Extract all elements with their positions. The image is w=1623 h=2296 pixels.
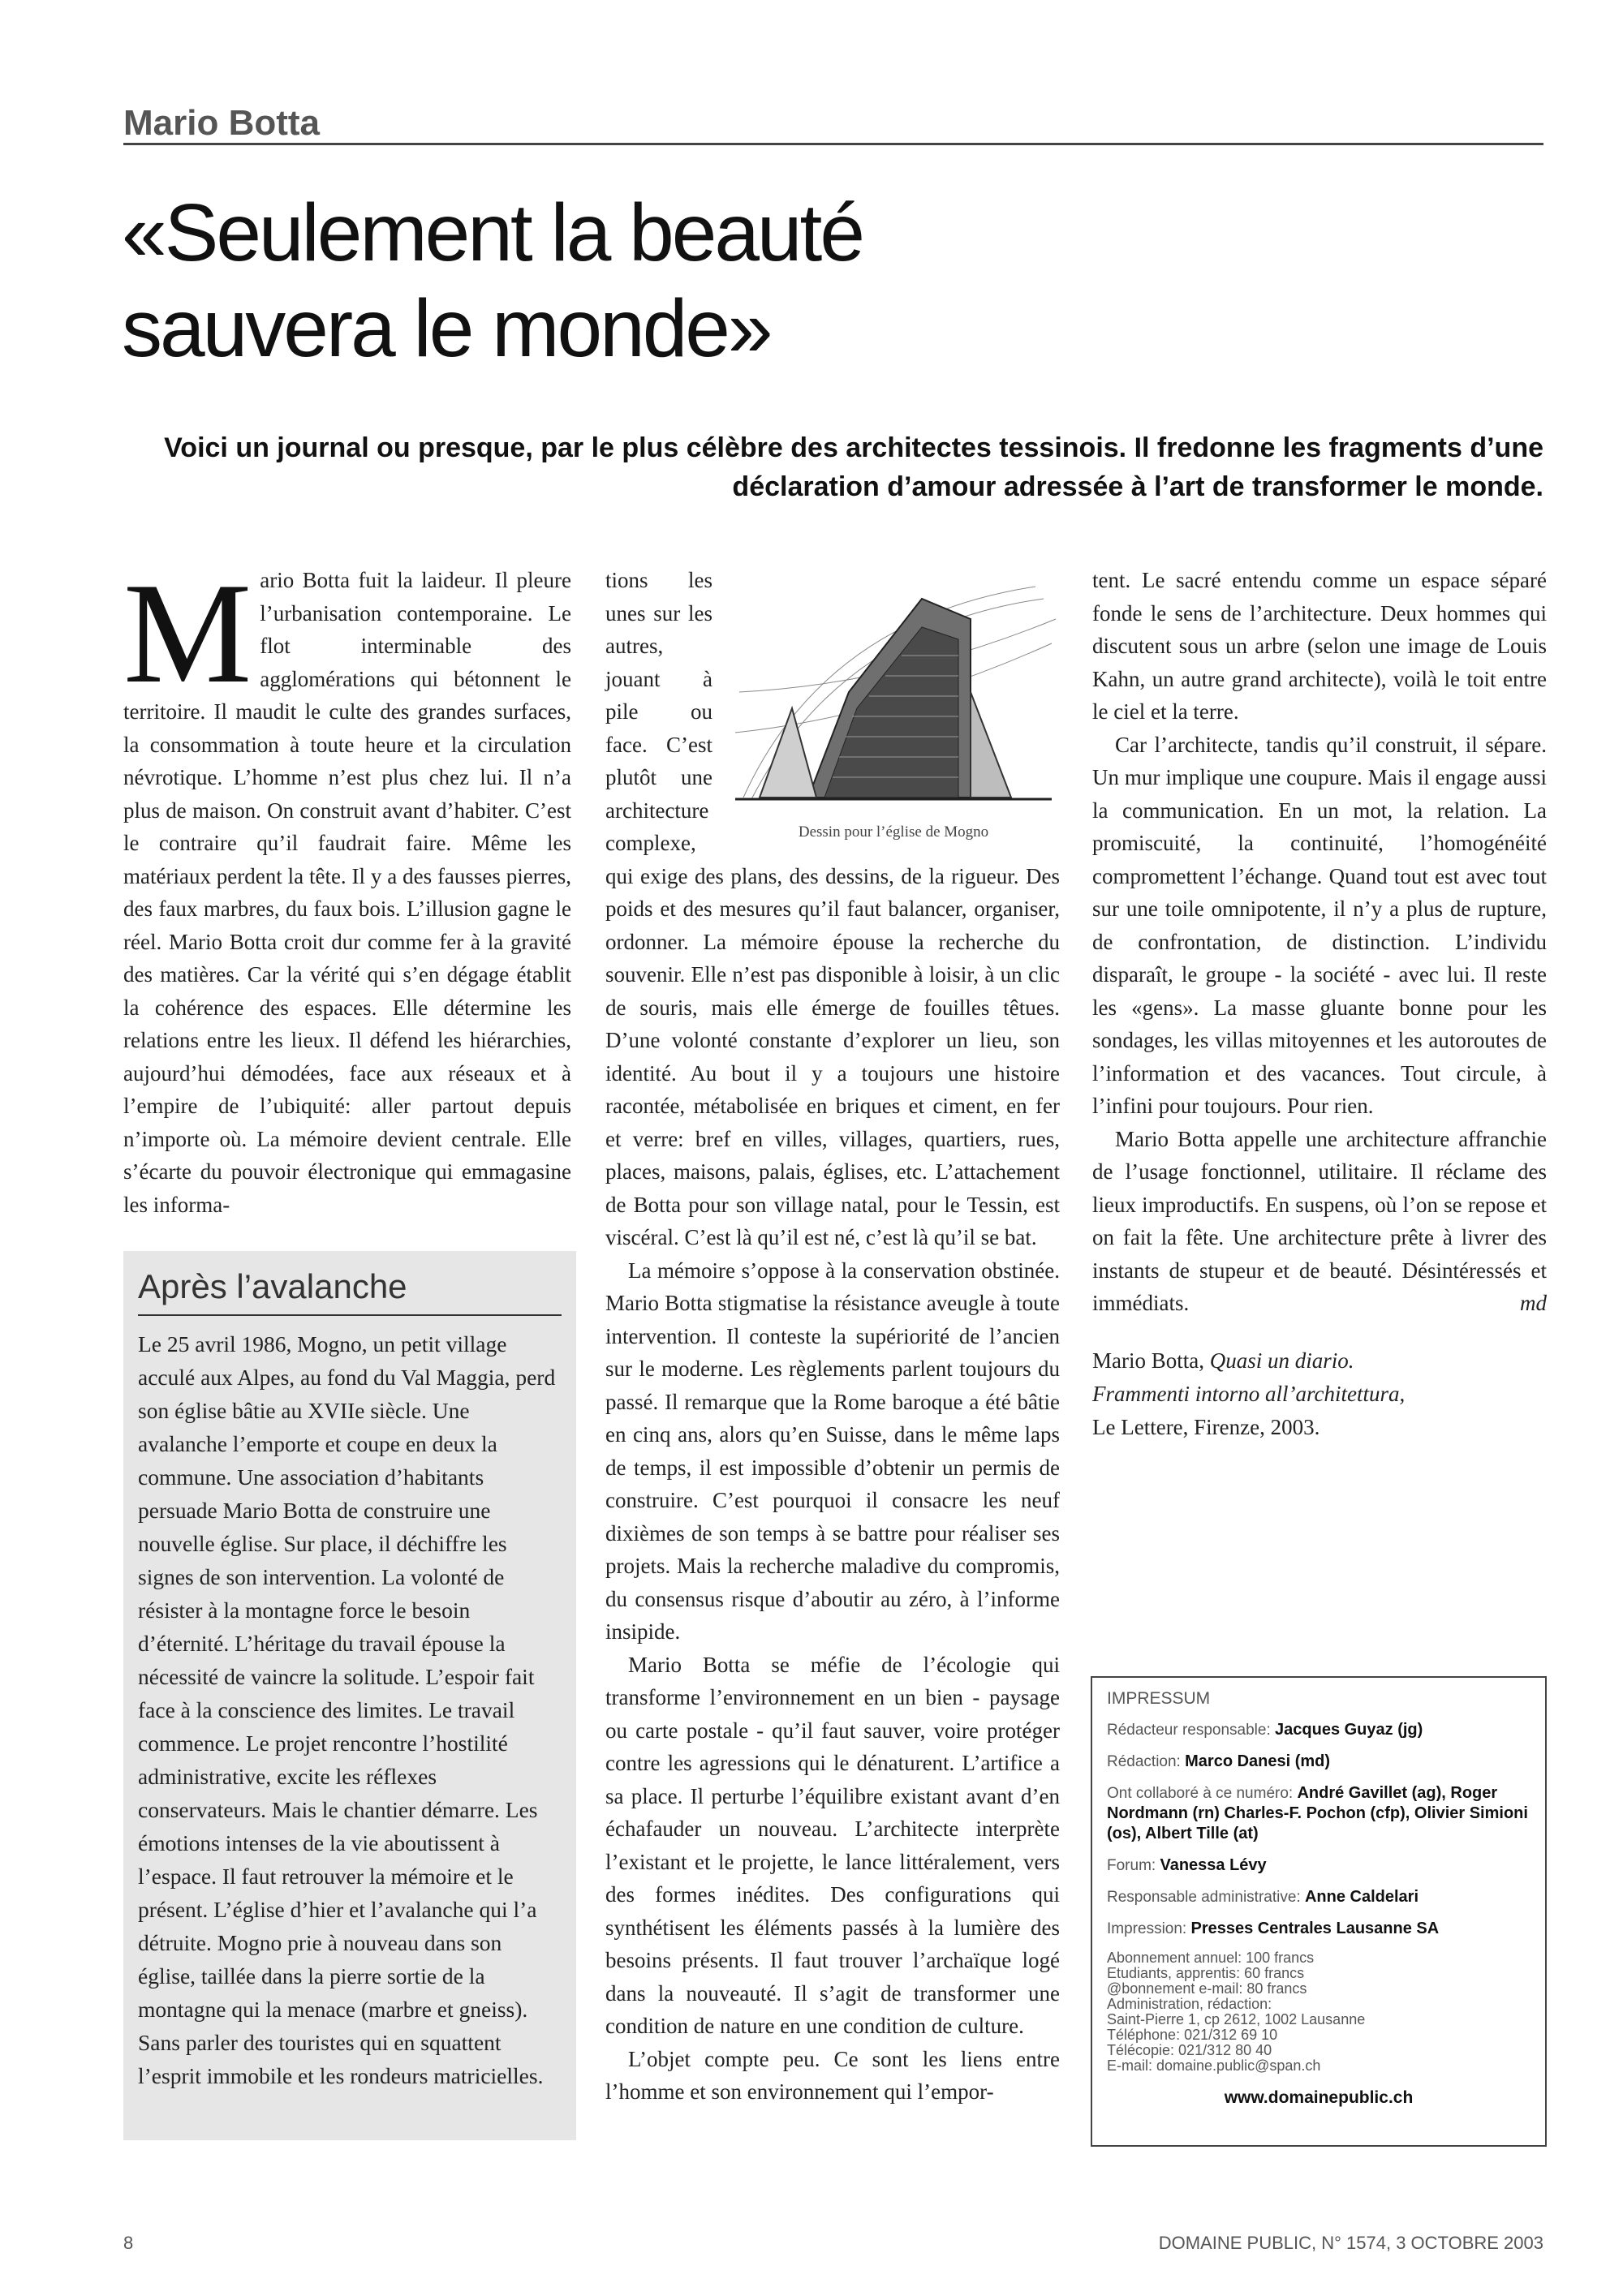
article-paragraph-text: Mario Botta appelle une architecture affranchie de l’usage fonctionnel, utilitaire. Il réclame des lieux improductifs. En suspens, où l’on se repose et on fait la fête. Une architecture prête à livrer des instants de stupeur et de beauté. Désintéressés et immédiats.	[1092, 1126, 1547, 1315]
impressum-collaborators	[1107, 1783, 1530, 1844]
impressum-value: Anne Caldelari	[1304, 1888, 1419, 1906]
article-paragraph: La mémoire s’oppose à la conservation obstinée. Mario Botta stigmatise la résistance aveugle à toute intervention. Il conteste la supériorité de l’ancien sur le moderne. Les règlements parlent toujours du passé. Il remarque que la Rome baroque a été bâtie en cinq ans, alors qu’en Suisse, dans le même laps de temps, il est impossible d’obtenir un permis de construire. C’est pourquoi il consacre les neuf dixièmes de son temps à se battre pour réaliser ses projets. Mais la recherche maladive du compromis, du consensus risque d’aboutir au zéro, à l’informe insipide.	[605, 1258, 1060, 1644]
article-column-2	[605, 564, 1060, 2109]
website-link[interactable]: www.domainepublic.ch	[1224, 2088, 1414, 2107]
article-paragraph	[1092, 1123, 1547, 1320]
book-title-line-2: Frammenti intorno all’architettura,	[1092, 1381, 1406, 1406]
impressum-admin	[1107, 1887, 1530, 1907]
book-author: Mario Botta,	[1092, 1348, 1210, 1373]
figure-caption: Dessin pour l’église de Mogno	[798, 823, 989, 841]
section-label: Mario Botta	[123, 104, 1543, 145]
article-paragraph: Car l’architecte, tandis qu’il construit, il sépare. Un mur implique une coupure. Mais il engage aussi la communication. En un mot, la relation. La promiscuité, la continuité, l’homogénéité compromettent l’échange. Quand tout est avec tout sur une toile omnipotente, il n’y a plus de rupture, de confrontation, de distinction. L’individu disparaît, le groupe - la société - avec lui. Il reste les «gens». La masse gluante bonne pour les sondages, les villas mitoyennes et les autoroutes de l’information et des vacances. Tout circule, à l’infini pour toujours. Pour rien.	[1092, 732, 1547, 1118]
page-number: 8	[123, 2233, 134, 2253]
lead-paragraph: Voici un journal ou presque, par le plus célèbre des architectes tessinois. Il fredonne les fragments d’une déclaration d’amour adressée à l’art de transformer le monde.	[164, 432, 1543, 502]
drop-cap: M	[123, 553, 252, 713]
article-paragraph: ario Botta fuit la laideur. Il pleure l’urbanisation contemporaine. Le flot interminable des agglomérations qui bétonnent le territoire. Il maudit le culte des grandes surfaces, la consommation à toute heure et la circulation névrotique. L’homme n’est plus chez lui. Il n’a plus de maison. On construit avant d’habiter. C’est le contraire qu’il faudrait faire. Même les matériaux perdent la tête. Il y a des fausses pierres, des faux marbres, du faux bois. L’illusion gagne le réel. Mario Botta croit dur comme fer à la gravité des matières. Car la vérité qui s’en dégage établit la cohérence des espaces. Elle détermine les relations entre les lieux. Il défend les hiérarchies, aujourd’hui démodées, face aux réseaux et à l’empire de l’ubiquité: aller partout depuis n’importe où. La mémoire devient centrale. Elle s’écarte du pouvoir électronique qui emmagasine les informa-	[123, 568, 571, 1217]
article-paragraph: tent. Le sacré entendu comme un espace séparé fonde le sens de l’architecture. Deux hommes qui discutent sous un arbre (selon une image de Louis Kahn, un autre grand architecte), voilà le toit entre le ciel et la terre.	[1092, 568, 1547, 724]
impressum-label: Rédacteur responsable:	[1107, 1722, 1276, 1739]
impressum-value: André Gavillet (ag), Roger Nordmann (rn) Charles-F. Pochon (cfp), Olivier Simioni (os), Albert Tille (at)	[1107, 1784, 1528, 1842]
impressum-box	[1091, 1676, 1547, 2147]
article-paragraph: tions les unes sur les autres, jouant à pile ou face. C’est plutôt une architecture complexe, qui exige des plans, des dessins, de la rigueur. Des poids et des mesures qu’il faut balancer, organiser, ordonner. La mémoire épouse la recherche du souvenir. Elle n’est pas disponible à loisir, à un clic de souris, mais elle émerge de fouilles têtues. D’une volonté constante d’explorer un lieu, son identité. Au bout il y a toujours une histoire racontée, métabolisée en briques et ciment, en fer et verre: bref en villes, villages, quartiers, rues, places, maisons, palais, églises, etc. L’attachement de Botta pour son village natal, pour le Tessin, est viscéral. C’est là qu’il est né, c’est là qu’il se bat.	[605, 568, 1060, 1249]
impressum-redacteur	[1107, 1720, 1530, 1740]
book-reference	[1092, 1344, 1547, 1444]
book-publisher: Le Lettere, Firenze, 2003.	[1092, 1414, 1320, 1439]
impressum-value: Jacques Guyaz (jg)	[1275, 1721, 1423, 1739]
impressum-label: Rédaction:	[1107, 1753, 1186, 1770]
sidebar-body: Le 25 avril 1986, Mogno, un petit village acculé aux Alpes, au fond du Val Maggia, perd son église bâtie au XVIIe siècle. Une avalanche l’emporte et coupe en deux la commune. Une association d’habitants persuade Mario Botta de construire une nouvelle église. Sur place, il déchiffre les signes de son intervention. La volonté de résister à la montagne force le besoin d’éternité. L’héritage du travail épouse la nécessité de vaincre la solitude. L’espoir fait face à la conscience des limites. Le travail commence. Le projet rencontre l’hostilité administrative, excite les réflexes conservateurs. Mais le chantier démarre. Les émotions intenses de la vie aboutissent à l’espace. Il faut retrouver la mémoire et le présent. L’église d’hier et l’avalanche qui l’a détruite. Mogno prie à nouveau dans son église, taillée dans la pierre sortie de la montagne qui la menace (marbre et gneiss). Sans parler des touristes qui en squattent l’esprit immobile et les rondeurs matricielles.	[138, 1331, 556, 2088]
church-drawing-figure	[727, 570, 1060, 843]
author-signature: md	[1520, 1291, 1547, 1315]
church-drawing-illustration	[727, 570, 1060, 814]
impressum-value: Vanessa Lévy	[1160, 1856, 1267, 1874]
sidebar-box	[123, 1251, 576, 2140]
impressum-label: Forum:	[1107, 1857, 1160, 1874]
article-column-1	[123, 553, 571, 1221]
book-title-line-1: Quasi un diario.	[1209, 1348, 1354, 1373]
impressum-printing	[1107, 1919, 1530, 1939]
headline-line-2: sauvera le monde»	[122, 283, 771, 374]
impressum-label: Responsable administrative:	[1107, 1889, 1305, 1906]
impressum-title: IMPRESSUM	[1107, 1689, 1211, 1708]
impressum-value: Marco Danesi (md)	[1185, 1752, 1331, 1770]
impressum-label: Ont collaboré à ce numéro:	[1107, 1785, 1298, 1802]
headline	[122, 185, 1339, 376]
impressum-redaction	[1107, 1752, 1530, 1772]
impressum-value: Presses Centrales Lausanne SA	[1190, 1920, 1440, 1937]
headline-line-1: «Seulement la beauté	[122, 187, 863, 278]
article-paragraph: Mario Botta se méfie de l’écologie qui transforme l’environnement en un bien - paysage ou carte postale - qu’il faut sauver, voire protéger contre les agressions qui le dénaturent. L’artifice a sa place. Il perturbe l’équilibre existant avant d’en échafauder un nouveau. L’architecte interprète l’existant et le projette, le lance littéralement, vers des formes inédites. Des configurations qui synthétisent les éléments passés à la lumière des besoins présents. Il faut trouver l’archaïque logé dans la nouveauté. Il s’agit de transformer une condition de nature en une condition de culture.	[605, 1652, 1060, 2038]
impressum-label: Impression:	[1107, 1920, 1191, 1937]
sidebar-title: Après l’avalanche	[138, 1264, 562, 1316]
article-column-3	[1092, 564, 1547, 1444]
impressum-forum	[1107, 1855, 1530, 1876]
article-paragraph: L’objet compte peu. Ce sont les liens entre l’homme et son environnement qui l’empor-	[605, 2046, 1060, 2104]
publication-footer: DOMAINE PUBLIC, N° 1574, 3 OCTOBRE 2003	[1158, 2233, 1543, 2253]
impressum-contact: Abonnement annuel: 100 francs Etudiants, apprentis: 60 francs @bonnement e-mail: 80 francs Administration, rédaction: Saint-Pierre 1, cp 2612, 1002 Lausanne Téléphone: 021/312 69 10 Télécopie: 021/312 80 40 E-mail: domaine.public@span.ch	[1107, 1950, 1366, 2074]
